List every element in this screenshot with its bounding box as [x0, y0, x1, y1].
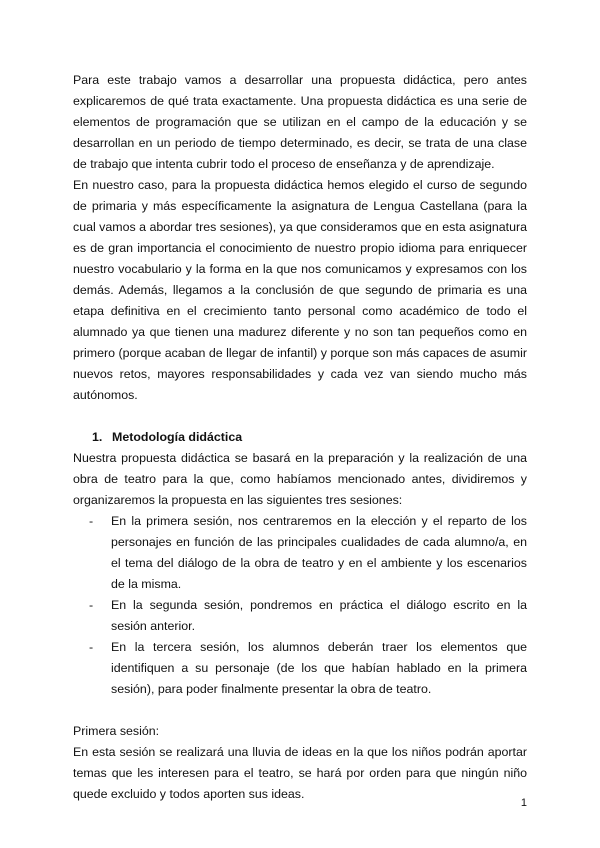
section-number: 1.	[92, 430, 103, 444]
sessions-list	[73, 511, 527, 700]
spacer	[73, 700, 527, 721]
list-item: - En la segunda sesión, pondremos en práctica el diálogo escrito en la sesión anterior.	[73, 595, 527, 637]
section-title: Metodología didáctica	[112, 430, 243, 444]
intro-paragraph-1: Para este trabajo vamos a desarrollar una propuesta didáctica, pero antes explicaremos de qué trata exactamente. Una propuesta didáctica es una serie de elementos de programación que se utilizan en el campo de la educación y se desarrollan en un periodo de tiempo determinado, es decir, se trata de una clase de trabajo que intenta cubrir todo el proceso de enseñanza y de aprendizaje.	[73, 73, 527, 171]
section-heading-methodology	[73, 427, 527, 448]
page-content	[73, 70, 527, 805]
intro-paragraph-2: En nuestro caso, para la propuesta didáctica hemos elegido el curso de segundo de primaria y más específicamente la asignatura de Lengua Castellana (para la cual vamos a abordar tres sesiones), ya que consideramos que en esta asignatura es de gran importancia el conocimiento de nuestro propio idioma para enriquecer nuestro vocabulario y la forma en la que nos comunicamos y expresamos con los demás. Además, llegamos a la conclusión de que segundo de primaria es una etapa definitiva en el crecimiento tanto personal como académico de todo el alumnado ya que tienen una madurez diferente y no son tan pequeños como en primero (porque acaban de llegar de infantil) y porque son más capaces de asumir nuevos retos, mayores responsabilidades y cada vez van siendo mucho más autónomos.	[73, 178, 527, 402]
session1-paragraph: En esta sesión se realizará una lluvia de ideas en la que los niños podrán aportar temas que les interesen para el teatro, se hará por orden para que ningún niño quede excluido y todos aporten sus ideas.	[73, 745, 527, 801]
subheading-primera-sesion: Primera sesión:	[73, 724, 160, 738]
list-item: - En la tercera sesión, los alumnos deberán traer los elementos que identifiquen a su personaje (de los que habían hablado en la primera sesión), para poder finalmente presentar la obra de teatro.	[73, 637, 527, 700]
page-number: 1	[520, 797, 527, 809]
spacer	[73, 406, 527, 427]
methodology-paragraph: Nuestra propuesta didáctica se basará en la preparación y la realización de una obra de teatro para la que, como habíamos mencionado antes, dividiremos y organizaremos la propuesta en las siguientes tres sesiones:	[73, 451, 527, 507]
list-item: - En la primera sesión, nos centraremos en la elección y el reparto de los personajes en función de las principales cualidades de cada alumno/a, en el tema del diálogo de la obra de teatro y en el ambiente y los escenarios de la misma.	[73, 511, 527, 595]
